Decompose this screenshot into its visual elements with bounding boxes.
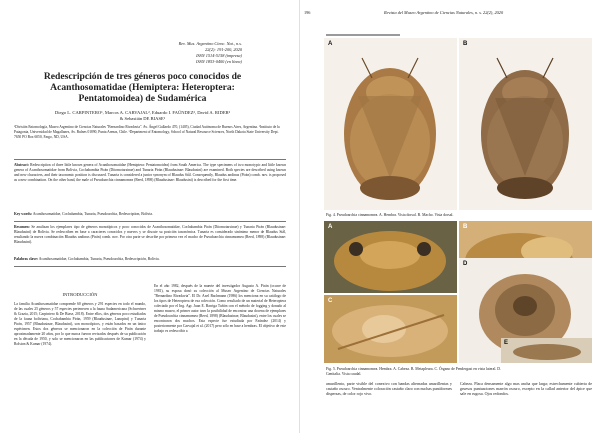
right-page	[300, 0, 600, 433]
paper-title-line-3: Pentatomoidea) de Sudamérica	[78, 93, 207, 104]
figure-5c-photo	[324, 295, 457, 363]
body-text-column-2: Cabeza. Placa densamente algo mas ancha que larga; estrechamente cubierta de gruesos puntuaciones marrón oscuro, excepto en la callad anterior del ápice que sale en rugosa. Ojos redondos.	[460, 381, 592, 396]
resumen-block	[14, 225, 286, 245]
resumen-text: Se analizan los ejemplares tipo de géneros monotípicos y poco conocidos de Acanthosomatidae, Cochabambia Pirán (Ditomotarsinae) y Tunaria Pirán (Blaudusinae: Blaudusini) de Bolivia. Se redescriben en base a caracteres conocidos y nuevos y se discute su posición taxonómica. Tunaria es considerado sinónimo menor de Blaudus Stål, resultando la nueva combinación Blaudus andinus (Pirán) comb. nov. Por otra parte se describe por primera vez el macho de Pseudoarchia cinnamomea (Reed, 1898) (Blaudusinae: Blaudusini).	[14, 225, 287, 244]
page-number: 196	[304, 10, 311, 15]
figure-5a-photo	[324, 221, 457, 293]
journal-header-line-2: 22(2): 191-200, 2020	[205, 47, 242, 52]
journal-header-line-1: Rev. Mus. Argentino Cienc. Nat., n.s.	[178, 41, 242, 46]
keywords-label: Key words:	[14, 212, 33, 216]
paper-title-line-1: Redescripción de tres géneros poco conocidos de	[43, 71, 242, 82]
resumen-bottom-rule	[14, 266, 286, 267]
introduction-column-2: En el año 1982, después de la muerte del investigador Augusto A. Pirán (ocurre de 1981), su esposa donó su colección al Museo Argentino de Ciencias Naturales "Bernardino Rivadavia". El Dr. Axel Bachmann (1986) los menciona en su catálogo de los tipos de Heteroptera de esa colección. Como resultado de un material de Heteroptera colectado por el Ing. Agr. Juan E. Barriga Tuñón con el método de fogging y donado al mismo museo, el primer autor tuvo la posibilidad de encontrar una docena de ejemplares de Pseudoarchia cinnamomea (Reed, 1898) (Blaudusinae, Blaudusini), entre los cuales se encontraron dos machos. Esta especie fue estudiada por Faúndez (2014) y posteriormente por Carvajal et al. (2017) pero sólo en base a hembras. El objetivo de este trabajo es redescribir a	[154, 284, 286, 333]
figure-5-label-e: E	[504, 340, 509, 346]
paper-title-line-2: Acanthosomatidae (Hemiptera: Heteroptera:	[50, 82, 235, 93]
figure-divider-line	[326, 34, 400, 36]
figure-5-caption-line-1: Fig. 5. Pseudoarchia cinnamomea. Hembra. A. Cabeza. B. Metapleura. C. Órgano de Pendergast en vista lateral. D.	[326, 367, 501, 371]
palabras-clave-text: Acanthosomatidae, Cochabambia, Tunaria, Pseudoarchia, Redescripción, Bolivia.	[38, 257, 160, 261]
authors-line-1: Diego L. CARPINTERO¹, Marcos A. CARVAJAL², Eduardo I. FAÚNDEZ², David A. RIDER³	[54, 110, 231, 115]
figure-4a-photo	[324, 38, 457, 210]
resumen-label: Resumen:	[14, 225, 30, 229]
palabras-clave-label: Palabras clave:	[14, 257, 39, 261]
figure-4-label-a: A	[328, 41, 333, 47]
abstract-top-rule	[14, 159, 286, 160]
figure-4-label-b: B	[463, 41, 468, 47]
figure-5-label-c: C	[328, 298, 333, 304]
palabras-clave-block	[14, 257, 160, 261]
journal-header-line-3: ISSN 1514-5158 (impresa)	[196, 53, 242, 58]
running-head: Revista del Museo Argentino de Ciencias Naturales, n. s. 22(2), 2020	[384, 10, 504, 15]
keywords-text: Acanthosomatidae, Cochabambia, Tunaria, Pseudoarchia, Redescription, Bolivia.	[32, 212, 153, 216]
figure-4b-photo	[459, 38, 592, 210]
journal-header-line-4: ISSN 1853-0400 (en línea)	[196, 59, 242, 64]
affiliations: ¹División Entomología, Museo Argentino de Ciencias Naturales "Bernardino Rivadavia". Av. Ángel Gallardo 470, (1405), Ciudad Autónoma de Buenos Aires, Argentina. ²Instituto de la Patagonia, Universidad de Magallanes, Av. Bulnes 01890, Punta Arenas, Chile. ³Department of Entomology, School of Natural Resource Sciences, North Dakota State University Dept. 7650 PO Box 6050, Fargo, ND, USA.	[14, 125, 280, 139]
introduction-column-1: La familia Acanthosomatidae comprende 60 géneros y 291 especies en todo el mundo, de las cuales 25 géneros y 57 especies pertenecen a la fauna Sudamericana (Schwertner & Grazia, 2015; Carpintero & De Biase, 2018). Entre ellos, dos géneros poco estudiados de la fauna boliviana, Cochabambia Pirán, 1959 (Blaudusinae, Lanopini) y Tunaria Pirán, 1957 (Blaudusinae, Blaudusini), son monotípicos, y están basados en un único espécimen. Estos dos géneros se mencionaron en la colección de Pirán durante aproximadamente 20 años, por lo que nunca fueron revisados después de su publicación en la década de 1950, y solo se mencionaron en las publicaciones de Kumar (1974) y Rolston & Kumar (1974).	[14, 302, 146, 346]
authors-line-2: & Sebastián DE BIASE¹	[119, 116, 166, 121]
figure-5-label-d: D	[463, 261, 468, 267]
resumen-top-rule	[14, 221, 286, 222]
figure-5e-photo	[501, 338, 592, 363]
abstract-text: Redescription of three little known genera of Acanthosomatidae (Hemiptera: Pentatomoidea) from South America. The type specimens of two monotypic and little known genera of Acanthosomatidae from Bolivia, Cochabambia Pirán (Ditomotarsinae) and Tunaria Pirán (Blaudusinae: Blaudusini) are examined. Both species are described using known and new characters, and their taxonomic position is discussed. Tunaria is considered a junior synonym of Blaudus Stål. Consequently, Blaudus andinus (Pirán) comb. nov. is proposed as a new combination. On the other hand, the male of Pseudoarchia cinnamomea (Reed, 1898) (Blaudusinae: Blaudusini) is described for the first time.	[14, 163, 287, 182]
figure-5-label-a: A	[328, 224, 333, 230]
abstract-block	[14, 163, 286, 183]
figure-5-caption-line-2: Genitalia. Vista caudal.	[326, 372, 362, 376]
figure-5-label-b: B	[463, 224, 468, 230]
abstract-label: Abstract:	[14, 163, 29, 167]
figure-4-caption: Fig. 4. Pseudoarchia cinnamomea. A. Hembra. Vista dorsal. B. Macho. Vista dorsal.	[326, 213, 454, 217]
keywords-block	[14, 212, 153, 216]
body-text-column-1: amarillento, parte visible del conexivo con bandas alternadas amarillentas y castaño oscuro. Ventralmente coloración castaño claro con nuchas puntiformes dispersas, de color rojo vivo.	[326, 381, 452, 396]
introduction-heading: INTRODUCCIÓN	[62, 292, 98, 297]
